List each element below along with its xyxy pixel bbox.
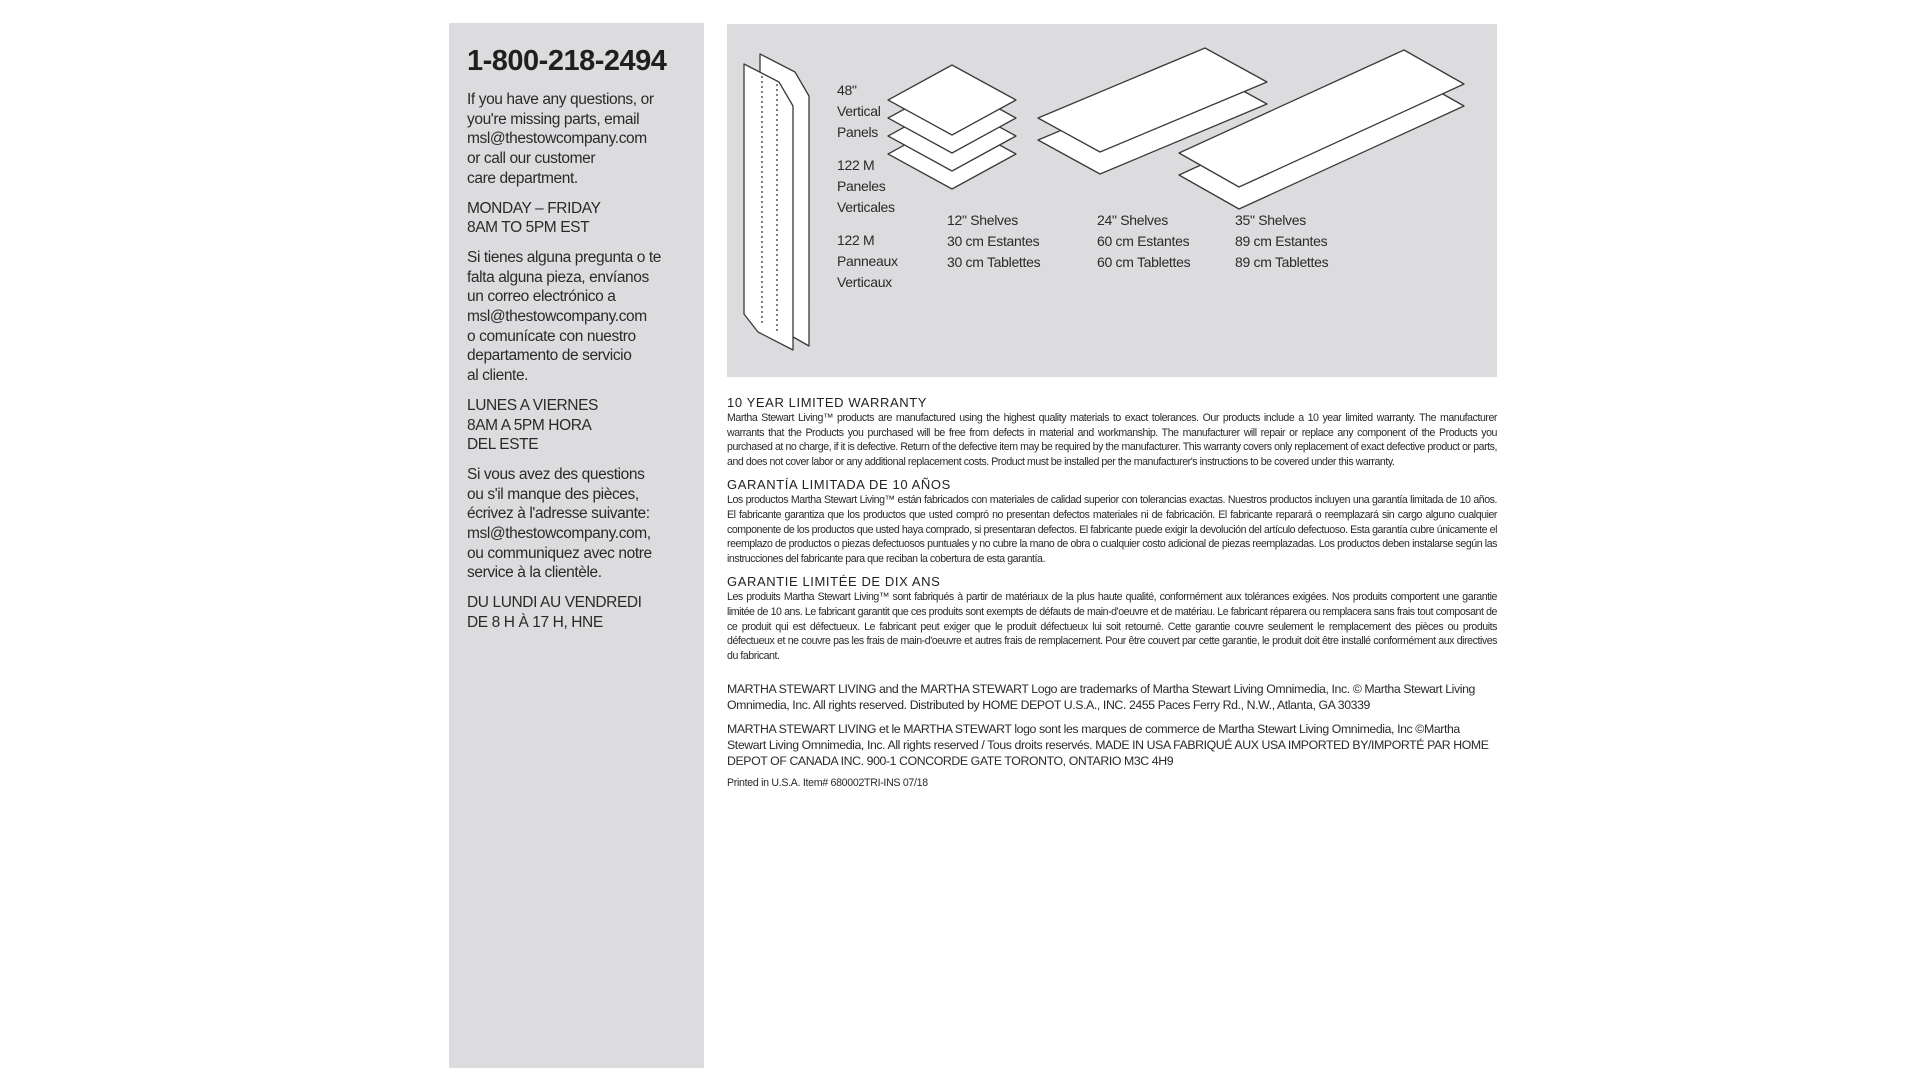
spanish-help-email: msl@thestowcompany.com [467, 308, 647, 326]
spanish-hours [467, 396, 688, 455]
spanish-help-text [467, 248, 688, 386]
shelves-24-label [1097, 210, 1190, 273]
shelf-label-line: 89 cm Estantes [1235, 233, 1328, 249]
spanish-help-line: un correo electrónico a [467, 288, 616, 306]
spanish-help-line: al cliente. [467, 367, 529, 385]
warranty-title-es: GARANTÍA LIMITADA DE 10 AÑOS [727, 477, 951, 493]
shelves-12-illustration [888, 65, 1016, 189]
english-hours [467, 199, 688, 238]
trademark-notice-en: MARTHA STEWART LIVING and the MARTHA STEWART Logo are trademarks of Martha Stewart Living Omnimedia, Inc. © Martha Stewart Living Omnimedia, Inc. All rights reserved. Distributed by HOME DEPOT U.S.A., INC. 2455 Paces Ferry Rd., N.W., Atlanta, GA 30339 [727, 682, 1475, 713]
warranty-title-en: 10 YEAR LIMITED WARRANTY [727, 395, 928, 410]
warranty-body-fr: Les produits Martha Stewart Living™ sont fabriqués à partir de matériaux de la plus haute qualité, conformément aux tolérances exigées. Nos produits comportent une garantie limitée de 10 ans. Le fabricant garantit que ces produits sont exempts de défauts de main-d'oeuvre et de matériau. Le fabricant réparera ou remplacera sans frais tout composant de ce produit qui est défectueux. Le fabricant peut exiger que le produit défectueux lui soit retourné. Cette garantie couvre seulement le remplacement des pièces ou produits défectueux et ne couvre pas les frais de main-d'oeuvre et autres frais de remplacement. Pour être couvert par cette garantie, le produit doit être installé conformément aux directives du fabricant. [727, 591, 1497, 662]
french-help-text [467, 465, 688, 583]
english-help-line: or call our customer [467, 150, 596, 168]
spanish-hours-days: LUNES A VIERNES [467, 396, 598, 414]
shelf-label-line: 24" Shelves [1097, 212, 1168, 228]
french-help-email: msl@thestowcompany.com, [467, 525, 651, 543]
english-hours-time: 8AM TO 5PM EST [467, 219, 590, 237]
french-hours-time: DE 8 H À 17 H, HNE [467, 613, 603, 631]
panel-label-line: Panels [837, 124, 879, 140]
warranty-title-fr: GARANTIE LIMITÉE DE DIX ANS [727, 574, 941, 590]
english-help-line: you're missing parts, email [467, 110, 640, 128]
shelves-12-label [947, 210, 1040, 273]
spanish-help-line: departamento de servicio [467, 347, 632, 365]
warranty-body-es: Los productos Martha Stewart Living™ están fabricados con materiales de calidad superior con tolerancias exactas. Nuestros productos incluyen una garantía limitada de 10 años. El fabricante garantiza que los productos que usted compró no presentan defectos materiales ni de fabricación. El fabricante reparará o reemplazará sin cargo alguno cualquier componente de los productos que usted haya comprado, si presentaran defectos. El fabricante puede exigir la devolución del artículo defectuoso. Esta garantía cubre únicamente el reemplazo de productos o piezas defectuosos puntuales y no cubre la mano de obra o cualquier costo adicional de piezas reemplazadas. Los productos deben instalarse según las instrucciones del fabricante para que reciban la cobertura de esta garantía. [727, 494, 1497, 565]
shelf-label-line: 30 cm Tablettes [947, 254, 1041, 270]
english-help-email: msl@thestowcompany.com [467, 130, 647, 148]
warranty-content [727, 395, 1497, 789]
panel-label-spacer [837, 143, 898, 155]
panel-label-line: 122 M [837, 157, 875, 173]
spanish-hours-time: 8AM A 5PM HORA [467, 416, 592, 434]
vertical-panels-illustration [744, 54, 809, 350]
spanish-help-line: o comunícate con nuestro [467, 327, 636, 345]
french-help-line: ou communiquez avec notre [467, 544, 652, 562]
french-help-line: service à la clientèle. [467, 564, 602, 582]
english-hours-days: MONDAY – FRIDAY [467, 199, 601, 217]
customer-care-sidebar [449, 23, 704, 1068]
english-help-line: care department. [467, 169, 578, 187]
shelf-label-line: 60 cm Estantes [1097, 233, 1190, 249]
spanish-help-line: falta alguna pieza, envíanos [467, 268, 649, 286]
panel-label-line: 48" [837, 82, 857, 98]
panel-label-spacer [837, 218, 898, 230]
french-help-line: écrivez à l'adresse suivante: [467, 505, 650, 523]
shelf-label-line: 30 cm Estantes [947, 233, 1040, 249]
french-hours [467, 593, 688, 632]
shelf-label-line: 60 cm Tablettes [1097, 254, 1191, 270]
parts-diagram [727, 24, 1497, 377]
french-help-line: ou s'il manque des pièces, [467, 485, 639, 503]
shelf-label-line: 12" Shelves [947, 212, 1018, 228]
english-help-text [467, 90, 688, 189]
french-hours-days: DU LUNDI AU VENDREDI [467, 594, 642, 612]
panel-label-line: Paneles [837, 178, 886, 194]
panel-label-line: Vertical [837, 103, 881, 119]
warranty-body-en: Martha Stewart Living™ products are manufactured using the highest quality materials to exact tolerances. Our products include a 10 year limited warranty. The manufacturer warrants that the Products you purchased will be free from defects in material and workmanship. The manufacturer will repair or replace any component of the Products you purchased at no charge, if it is defective. Return of the defective item may be required by the manufacturer. This warranty covers only replacement of exact defective product or parts, and does not cover labor or any additional replacement costs. Product must be installed per the manufacturer's instructions to be covered under this warranty. [727, 412, 1497, 468]
shelf-label-line: 35" Shelves [1235, 212, 1306, 228]
panel-label-line: Panneaux [837, 253, 898, 269]
shelves-35-label [1235, 210, 1328, 273]
panel-label-line: Verticaux [837, 274, 892, 290]
shelf-label-line: 89 cm Tablettes [1235, 254, 1329, 270]
printed-item-number: Printed in U.S.A. Item# 680002TRI-INS 07/18 [727, 777, 928, 790]
panel-label-line: 122 M [837, 232, 875, 248]
vertical-panels-label [837, 80, 898, 293]
panel-label-line: Verticales [837, 199, 895, 215]
spanish-help-line: Si tienes alguna pregunta o te [467, 248, 661, 266]
trademark-notice-fr: MARTHA STEWART LIVING et le MARTHA STEWART logo sont les marques de commerce de Martha Stewart Living Omnimedia, Inc ©Martha Stewart Living Omnimedia, Inc. All rights reserved / Tous droits reservés. MADE IN USA FABRIQUÉ AUX USA IMPORTED BY/IMPORTÉ PAR HOME DEPOT OF CANADA INC. 900-1 CONCORDE GATE TORONTO, ONTARIO M3C 4H9 [727, 722, 1489, 769]
phone-number: 1-800-218-2494 [467, 45, 667, 77]
french-help-line: Si vous avez des questions [467, 465, 645, 483]
spanish-hours-zone: DEL ESTE [467, 436, 539, 454]
english-help-line: If you have any questions, or [467, 91, 654, 108]
